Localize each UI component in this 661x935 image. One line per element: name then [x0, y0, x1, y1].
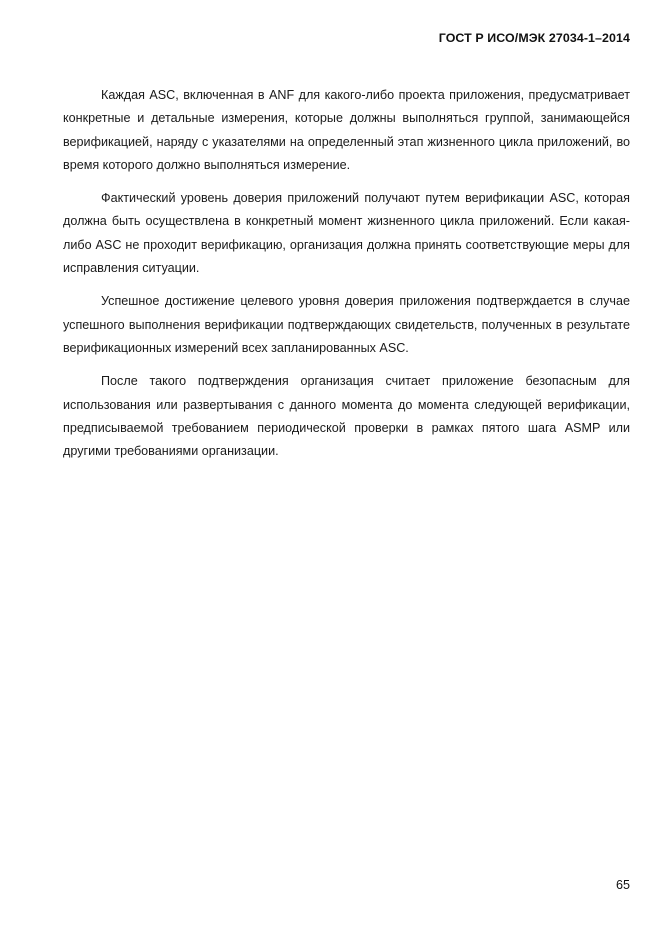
standard-code: ГОСТ Р ИСО/МЭК 27034-1–2014 [438, 31, 630, 45]
document-header [439, 31, 630, 45]
paragraph-asc-measurements: Каждая ASC, включенная в ANF для какого-либо проекта приложения, предусматривает конкретные и детальные измерения, которые должны выполняться группой, занимающейся верификацией, наряду с указателями на определенный этап жизненного цикла приложений, во время которого должно выполняться измерение. [63, 88, 630, 172]
paragraph-actual-trust-level: Фактический уровень доверия приложений получают путем верификации ASC, которая должна быть осуществлена в конкретный момент жизненного цикла приложений. Если какая-либо ASC не проходит верификацию, организация должна принять соответствующие меры для исправления ситуации. [63, 191, 630, 276]
document-body [63, 84, 630, 473]
paragraph-target-level-confirmation: Успешное достижение целевого уровня доверия приложения подтверждается в случае успешного выполнения верификации подтверждающих свидетельств, полученных в результате верификационных измерений всех запланированных ASC. [63, 294, 630, 355]
page-number: 65 [615, 878, 630, 892]
paragraph-after-confirmation: После такого подтверждения организация считает приложение безопасным для использования или развертывания с данного момента до момента следующей верификации, предписываемой требованием периодической проверки в рамках пятого шага ASMP или другими требованиями организации. [63, 374, 630, 459]
